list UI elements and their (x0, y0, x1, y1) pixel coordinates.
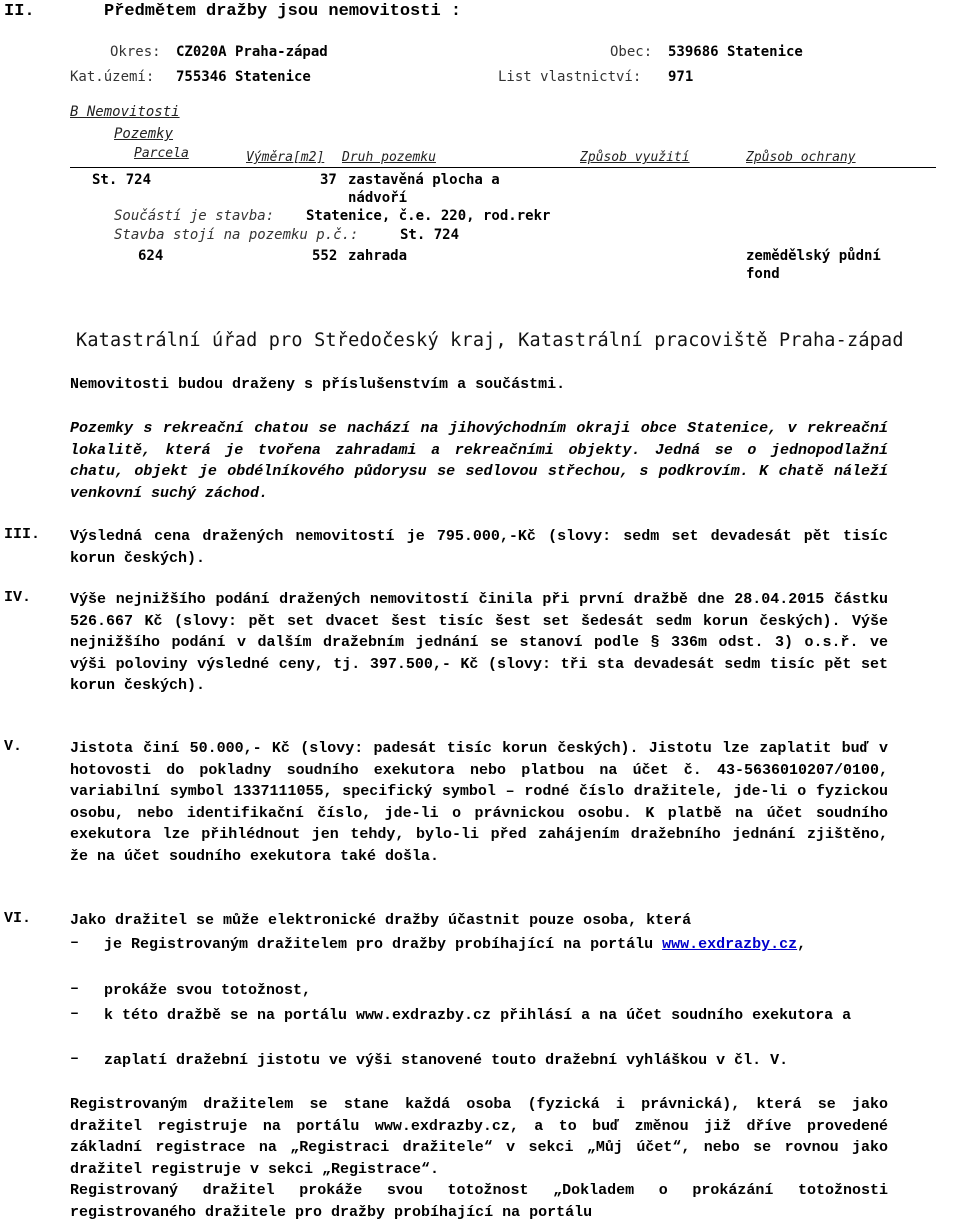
bullet-identity: prokáže svou totožnost, (104, 982, 312, 999)
section-iv-text: Výše nejnižšího podání dražených nemovitostí činila při první dražbě dne 28.04.2015 částku 526.667 Kč (slovy: pět set dvacet šest tisíc šest set šedesát sedm korun českých). Výše nejnižšího podání v dalším dražebním jednání se stanoví podle § 336m odst. 3) o.s.ř. ve výši poloviny výsledné ceny, tj. 397.500,- Kč (slovy: tři sta devadesát sedm tisíc pět set korun českých). (70, 591, 888, 694)
accessories-paragraph: Nemovitosti budou draženy s příslušenstvím a součástmi. (70, 376, 566, 393)
section-number-iii: III. (4, 526, 41, 543)
col-parcela: Parcela (134, 146, 189, 161)
bullet-registered-text: je Registrovaným dražitelem pro dražby probíhající na portálu (104, 936, 654, 953)
row2-parcela: 624 (138, 248, 164, 264)
col-vymera: Výměra[m2] (246, 150, 325, 165)
pozemky-heading: Pozemky (114, 126, 174, 142)
row1-stoji-label: Stavba stojí na pozemku p.č.: (114, 227, 359, 243)
section-number-vi: VI. (4, 910, 32, 927)
property-description: Pozemky s rekreační chatou se nachází na jihovýchodním okraji obce Statenice, v rekreační lokalitě, která je tvořena zahradami a rekreačními objekty. Jedná se o jednopodlažní chatu, objekt je obdélníkového půdorysu se sedlovou střechou, s podkrovím. K chatě náleží venkovní suchý záchod. (70, 420, 888, 502)
section-iii-text: Výsledná cena dražených nemovitostí je 795.000,-Kč (slovy: sedm set devadesát pět tisíc korun českých). (70, 528, 888, 567)
katuzemi-label: Kat.území: (70, 69, 155, 85)
col-vyuziti: Způsob využití (580, 150, 690, 165)
section-b-heading: B Nemovitosti (70, 104, 180, 120)
obec-label: Obec: (610, 44, 653, 60)
registration-paragraph: Registrovaným dražitelem se stane každá osoba (fyzická i právnická), která se jako dražitel registruje na portálu www.exdrazby.cz, a to buď změnou již dříve provedené základní registrace na „Registraci dražitele“ v sekci „Můj účet“, nebo se rovnou jako dražitel registruje v sekci „Registrace“. (70, 1096, 888, 1178)
exdrazby-link[interactable]: www.exdrazby.cz (662, 936, 798, 953)
row2-ochrana-line2: fond (746, 266, 780, 282)
cadastral-office: Katastrální úřad pro Středočeský kraj, Katastrální pracoviště Praha-západ (76, 330, 904, 351)
bullet-registered (104, 934, 888, 956)
lv-value: 971 (668, 69, 694, 85)
lv-label: List vlastnictví: (498, 69, 642, 85)
obec-value: 539686 Statenice (668, 44, 803, 60)
row1-stoji-value: St. 724 (400, 227, 460, 243)
bullet-deposit: zaplatí dražební jistotu ve výši stanovené touto dražební vyhláškou v čl. V. (104, 1052, 789, 1069)
row2-ochrana-line1: zemědělský půdní (746, 248, 881, 264)
row1-vymera: 37 (320, 172, 337, 188)
row1-druh-line1: zastavěná plocha a (348, 172, 500, 188)
row2-druh: zahrada (348, 248, 408, 264)
row1-soucasti-label: Součástí je stavba: (114, 208, 275, 224)
okres-value: CZ020A Praha-západ (176, 44, 328, 60)
katuzemi-value: 755346 Statenice (176, 69, 311, 85)
col-druh: Druh pozemku (342, 150, 436, 165)
bullet-dash: – (70, 980, 80, 997)
row1-soucasti-value: Statenice, č.e. 220, rod.rekr (306, 208, 551, 224)
col-ochrana: Způsob ochrany (746, 150, 856, 165)
section-v-text: Jistota činí 50.000,- Kč (slovy: padesát tisíc korun českých). Jistotu lze zaplatit buď v hotovosti do pokladny soudního exekutora nebo platbou na účet č. 43-5636010207/0100, variabilní symbol 1337111055, specifický symbol – rodné číslo dražitele, jde-li o fyzickou osobu, nebo identifikační číslo, jde-li o právnickou osobu. K platbě na účet soudního exekutora lze přihlédnout jen tehdy, bylo-li před zahájením dražebního jednání zjištěno, že na účet soudního exekutora také došla. (70, 740, 888, 865)
table-header-rule (70, 167, 936, 168)
row1-druh-line2: nádvoří (348, 190, 408, 206)
bullet-login: k této dražbě se na portálu www.exdrazby.cz přihlásí a na účet soudního exekutora a (104, 1007, 852, 1024)
section-number-v: V. (4, 738, 23, 755)
row1-parcela: St. 724 (92, 172, 152, 188)
bullet-dash: – (70, 1050, 80, 1067)
bullet-dash: – (70, 934, 80, 951)
section-number-iv: IV. (4, 589, 32, 606)
bullet-registered-tail: , (797, 936, 807, 953)
identity-proof-paragraph: Registrovaný dražitel prokáže svou totožnost „Dokladem o prokázání totožnosti registrovaného dražitele pro dražby probíhající na portálu (70, 1182, 888, 1221)
okres-label: Okres: (110, 44, 161, 60)
section-vi-intro: Jako dražitel se může elektronické dražby účastnit pouze osoba, která (70, 912, 692, 929)
section-title-ii: Předmětem dražby jsou nemovitosti : (104, 2, 462, 21)
section-number-ii: II. (4, 2, 35, 21)
row2-vymera: 552 (312, 248, 338, 264)
bullet-dash: – (70, 1005, 80, 1022)
